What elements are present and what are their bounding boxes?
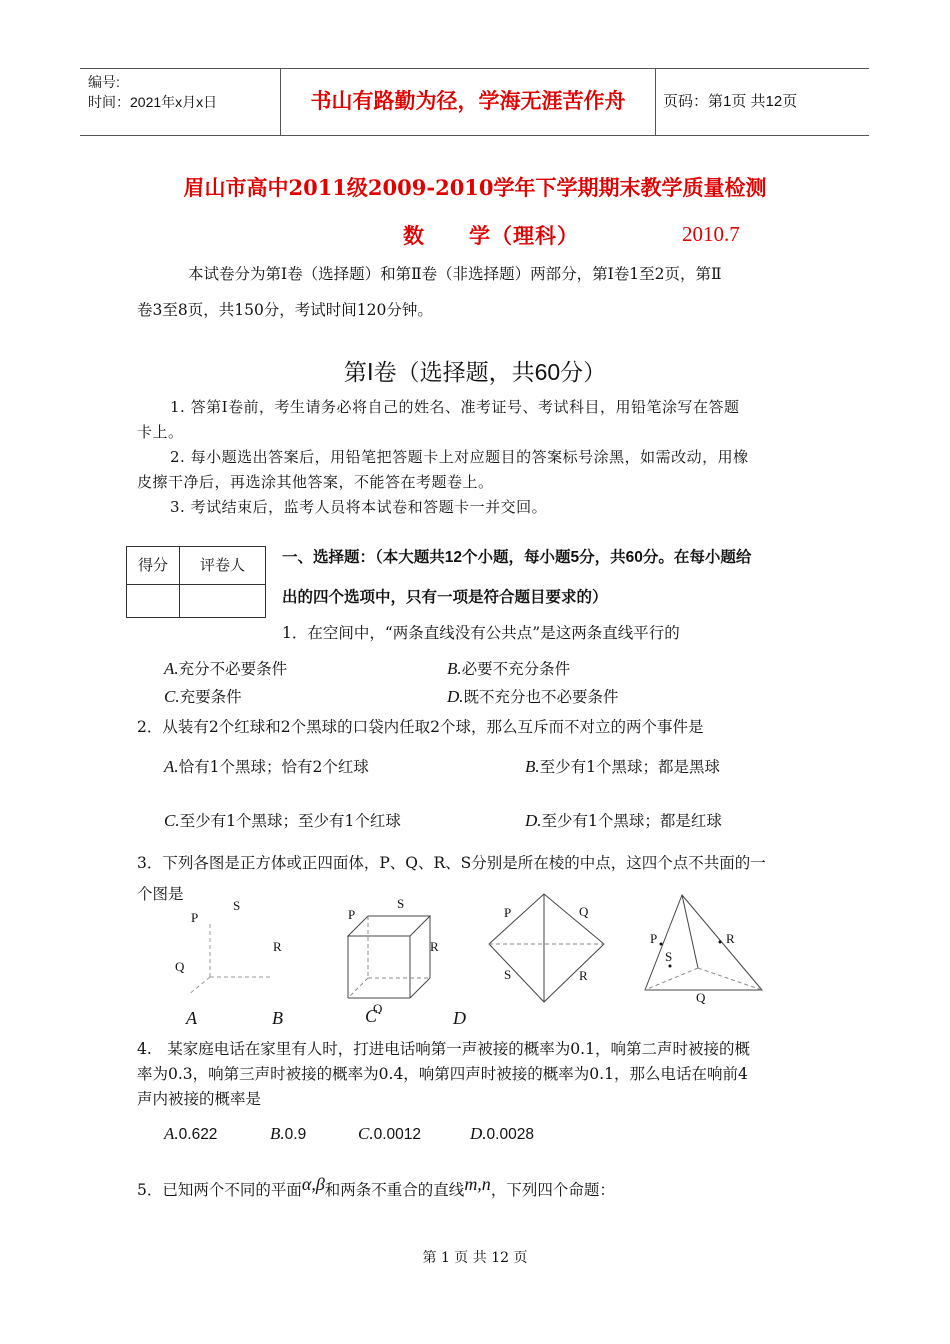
exam-subject: 数 学（理科）: [403, 223, 579, 248]
motto: 书山有路勤为径，学海无涯苦作舟: [280, 69, 656, 135]
intro-line-1: 本试卷分为第Ⅰ卷（选择题）和第Ⅱ卷（非选择题）两部分，第Ⅰ卷1至2页，第Ⅱ: [188, 265, 722, 283]
option-letter: C.: [164, 687, 180, 706]
score-header: 得分: [127, 547, 180, 585]
q4-stem-3: 声内被接的概率是: [137, 1090, 262, 1108]
q4-option-b: [270, 1124, 306, 1144]
figure-label-c: C: [365, 1006, 378, 1026]
point-s: S: [397, 896, 405, 911]
point-q: Q: [373, 1001, 383, 1014]
option-text: 既不充分也不必要条件: [463, 688, 619, 706]
q5-planes: α,β: [301, 1174, 325, 1194]
intro-line-2: 卷3至8页，共150分，考试时间120分钟。: [137, 301, 433, 319]
option-letter: B.: [270, 1124, 285, 1143]
q4-stem-2: 率为0.3，响第三声时被接的概率为0.4，响第四声时被接的概率为0.1，那么电话在响前4: [137, 1065, 748, 1083]
q3-figure-a: [170, 892, 285, 1007]
option-text: 至少有1个黑球；至少有1个红球: [179, 812, 401, 830]
note-2-cont: 皮擦干净后，再选涂其他答案，不能答在考题卷上。: [137, 473, 494, 491]
point-r: R: [726, 931, 735, 946]
option-text: 必要不充分条件: [461, 660, 571, 678]
option-text: 0.622: [178, 1126, 218, 1143]
q5-lines: m,n: [464, 1174, 491, 1194]
option-text: 0.9: [284, 1126, 307, 1143]
q4-option-a: [164, 1124, 217, 1144]
note-3: 3. 考试结束后，监考人员将本试卷和答题卡一并交回。: [170, 498, 548, 516]
option-letter: D.: [447, 687, 464, 706]
point-s: S: [665, 949, 673, 964]
option-text: 充分不必要条件: [178, 660, 288, 678]
q3-stem-1: 3．下列各图是正方体或正四面体，P、Q、R、S分别是所在棱的中点，这四个点不共面的一: [137, 854, 766, 872]
point-s: S: [504, 967, 512, 982]
option-text: 0.0012: [373, 1126, 422, 1143]
option-letter: A.: [164, 757, 179, 776]
point-r: R: [430, 939, 439, 954]
figure-label-b: B: [272, 1008, 283, 1028]
q1-stem: 1．在空间中，“两条直线没有公共点”是这两条直线平行的: [282, 624, 680, 642]
q5-stem-post: ，下列四个命题：: [490, 1181, 615, 1199]
q2-option-c: [164, 809, 401, 831]
option-letter: A.: [164, 659, 179, 678]
point-p: P: [348, 907, 356, 922]
q4-option-c: [358, 1124, 421, 1144]
option-letter: D.: [470, 1124, 487, 1143]
q5-stem-mid: 和两条不重合的直线: [324, 1181, 465, 1199]
option-text: 0.0028: [486, 1126, 534, 1143]
figure-label-d: D: [453, 1008, 466, 1028]
q2-option-a: [164, 755, 369, 777]
q3-figure-d: [640, 890, 770, 1008]
q2-option-b: [525, 755, 720, 777]
point-r: R: [579, 968, 588, 983]
q3-stem-2: 个图是: [137, 885, 184, 903]
q3-figure-b: [340, 894, 450, 1014]
point-q: Q: [175, 959, 185, 974]
exam-title: 眉山市高中2011级2009-2010学年下学期期末教学质量检测: [183, 175, 767, 200]
header-table: [80, 68, 869, 136]
q2-stem: 2．从装有2个红球和2个黑球的口袋内任取2个球，那么互斥而不对立的两个事件是: [137, 718, 704, 736]
point-s: S: [233, 898, 241, 913]
page-footer: 第 1 页 共 12 页: [422, 1250, 528, 1266]
exam-date: 2010.7: [682, 222, 740, 246]
option-letter: D.: [525, 811, 542, 830]
option-text: 恰有1个黑球；恰有2个红球: [178, 758, 369, 776]
option-letter: B.: [447, 659, 462, 678]
q1-option-b: [447, 657, 570, 679]
q1-option-a: [164, 657, 287, 679]
q1-option-d: [447, 685, 619, 707]
option-letter: C.: [358, 1124, 374, 1143]
q5-stem-pre: 5．已知两个不同的平面: [137, 1181, 302, 1199]
figure-label-a: A: [186, 1008, 197, 1028]
q2-option-d: [525, 809, 722, 831]
part1-heading-1: 一、选择题：（本大题共12个小题，每小题5分，共60分。在每小题给: [282, 549, 752, 566]
option-text: 充要条件: [179, 688, 242, 706]
point-r: R: [273, 939, 282, 954]
part1-heading-2: 出的四个选项中，只有一项是符合题目要求的）: [282, 589, 608, 606]
point-p: P: [650, 931, 658, 946]
note-1: 1. 答第Ⅰ卷前，考生请务必将自己的姓名、准考证号、考试科目，用铅笔涂写在答题: [170, 398, 740, 416]
option-letter: A.: [164, 1124, 179, 1143]
option-text: 至少有1个黑球；都是黑球: [539, 758, 721, 776]
q4-stem-1: 4. 某家庭电话在家里有人时，打进电话响第一声被接的概率为0.1，响第二声时被接的概: [137, 1040, 750, 1058]
time-label: 时间：2021年x月x日: [88, 94, 218, 110]
q4-option-d: [470, 1124, 534, 1144]
page-code: 页码：第1页 共12页: [663, 93, 798, 110]
header-meta: [80, 69, 280, 135]
q1-option-c: [164, 685, 242, 707]
point-q: Q: [579, 904, 589, 919]
section-title: 第Ⅰ卷（选择题，共60分）: [343, 359, 607, 385]
note-1-cont: 卡上。: [137, 423, 184, 441]
option-letter: C.: [164, 811, 180, 830]
q5-stem: [137, 1174, 615, 1200]
point-p: P: [504, 905, 512, 920]
q3-figure-c: [484, 892, 614, 1007]
score-table: [126, 546, 266, 618]
grader-header: 评卷人: [180, 547, 265, 585]
note-2: 2. 每小题选出答案后，用铅笔把答题卡上对应题目的答案标号涂黑，如需改动，用橡: [170, 448, 749, 466]
option-text: 至少有1个黑球；都是红球: [541, 812, 722, 830]
point-p: P: [191, 910, 199, 925]
score-cell: [127, 585, 180, 617]
option-letter: B.: [525, 757, 540, 776]
number-label: 编号:: [88, 74, 120, 90]
point-q: Q: [696, 990, 706, 1005]
